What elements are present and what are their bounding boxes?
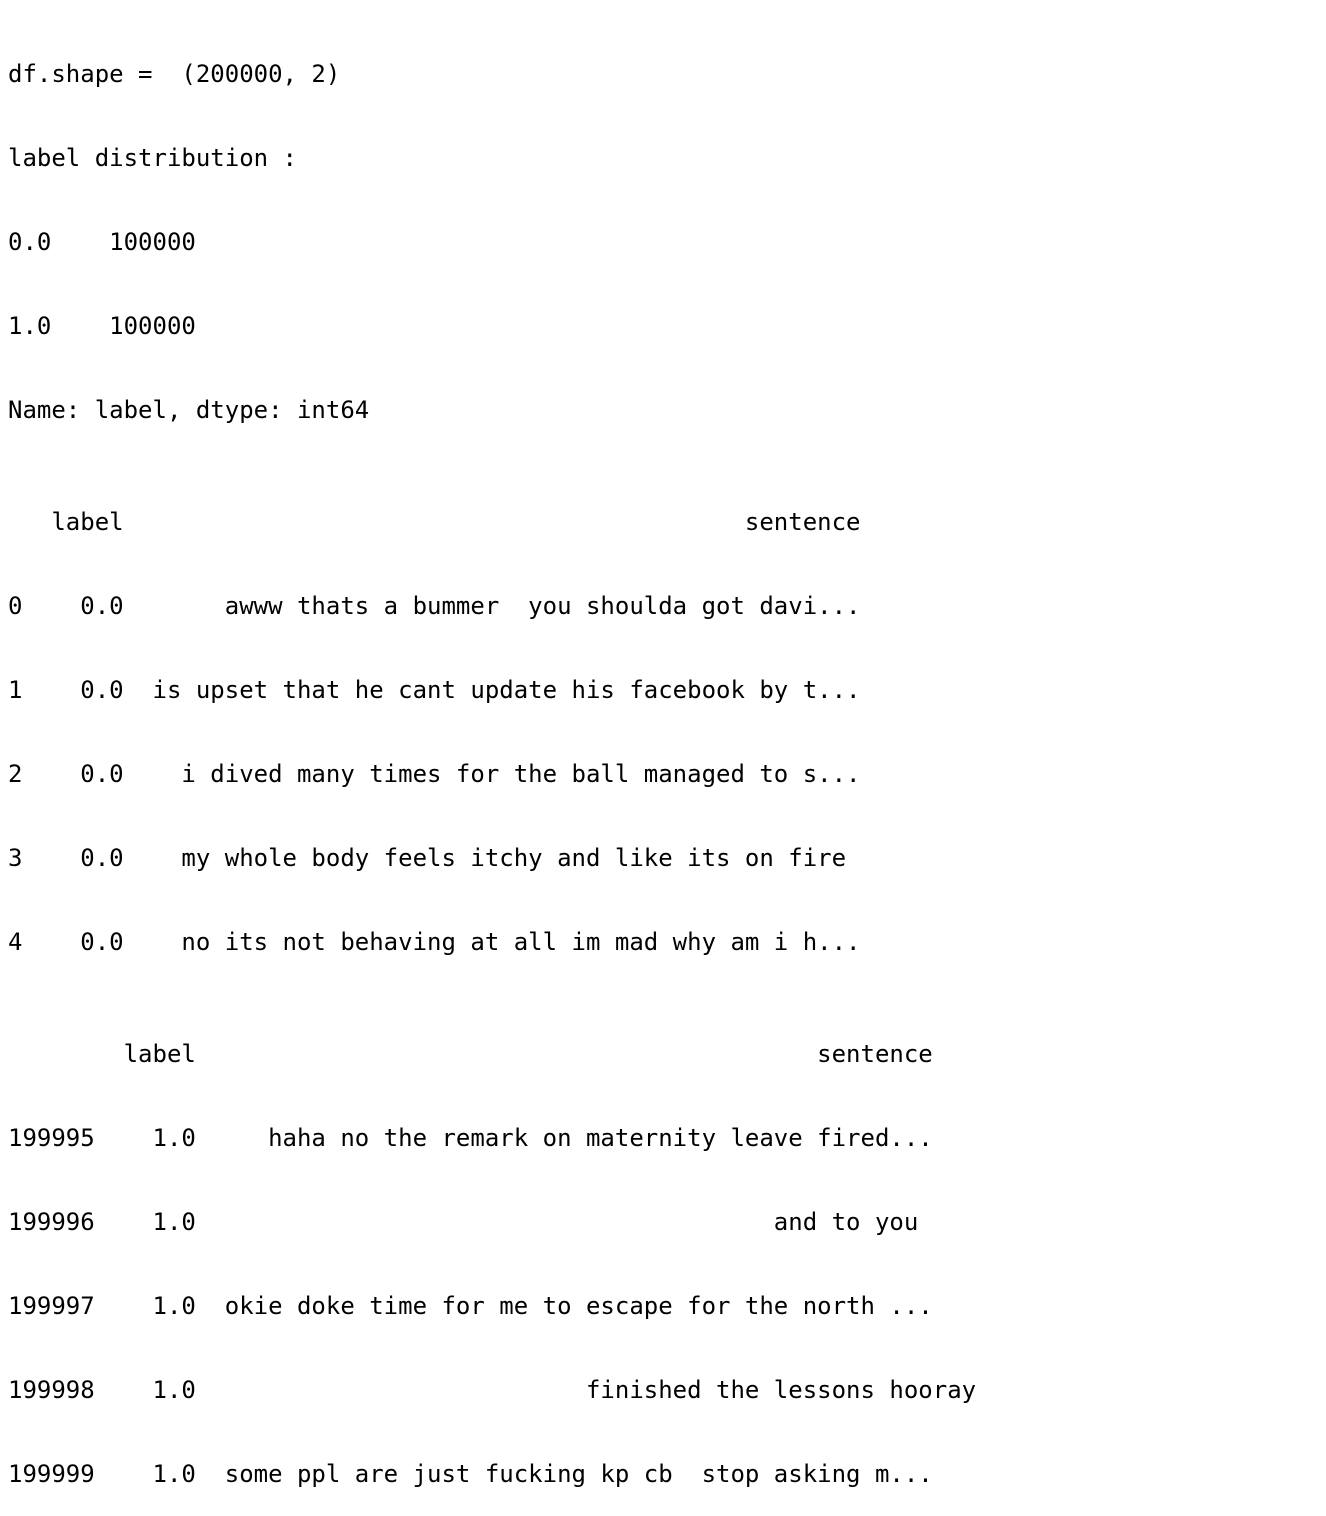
head-table-row: 0 0.0 awww thats a bummer you shoulda got davi... xyxy=(8,592,861,620)
head-table-row: 3 0.0 my whole body feels itchy and like its on fire xyxy=(8,844,861,872)
head-table-row: 4 0.0 no its not behaving at all im mad why am i h... xyxy=(8,928,861,956)
head-table-row: 2 0.0 i dived many times for the ball managed to s... xyxy=(8,760,861,788)
label-distribution-title: label distribution : xyxy=(8,144,297,172)
distribution-row: 0.0 100000 xyxy=(8,228,196,256)
head-table-row: 1 0.0 is upset that he cant update his facebook by t... xyxy=(8,676,861,704)
console-output xyxy=(8,4,991,1516)
tail-table-row: 199996 1.0 and to you xyxy=(8,1208,933,1236)
series-info: Name: label, dtype: int64 xyxy=(8,396,370,424)
head-table-header: label sentence xyxy=(8,508,861,536)
shape-line: df.shape = (200000, 2) xyxy=(8,60,341,88)
tail-table-header: label sentence xyxy=(8,1040,933,1068)
tail-table-row: 199997 1.0 okie doke time for me to escape for the north ... xyxy=(8,1292,933,1320)
tail-table-row: 199998 1.0 finished the lessons hooray xyxy=(8,1376,991,1404)
distribution-row: 1.0 100000 xyxy=(8,312,196,340)
tail-table-row: 199999 1.0 some ppl are just fucking kp cb stop asking m... xyxy=(8,1460,933,1488)
tail-table-row: 199995 1.0 haha no the remark on maternity leave fired... xyxy=(8,1124,933,1152)
